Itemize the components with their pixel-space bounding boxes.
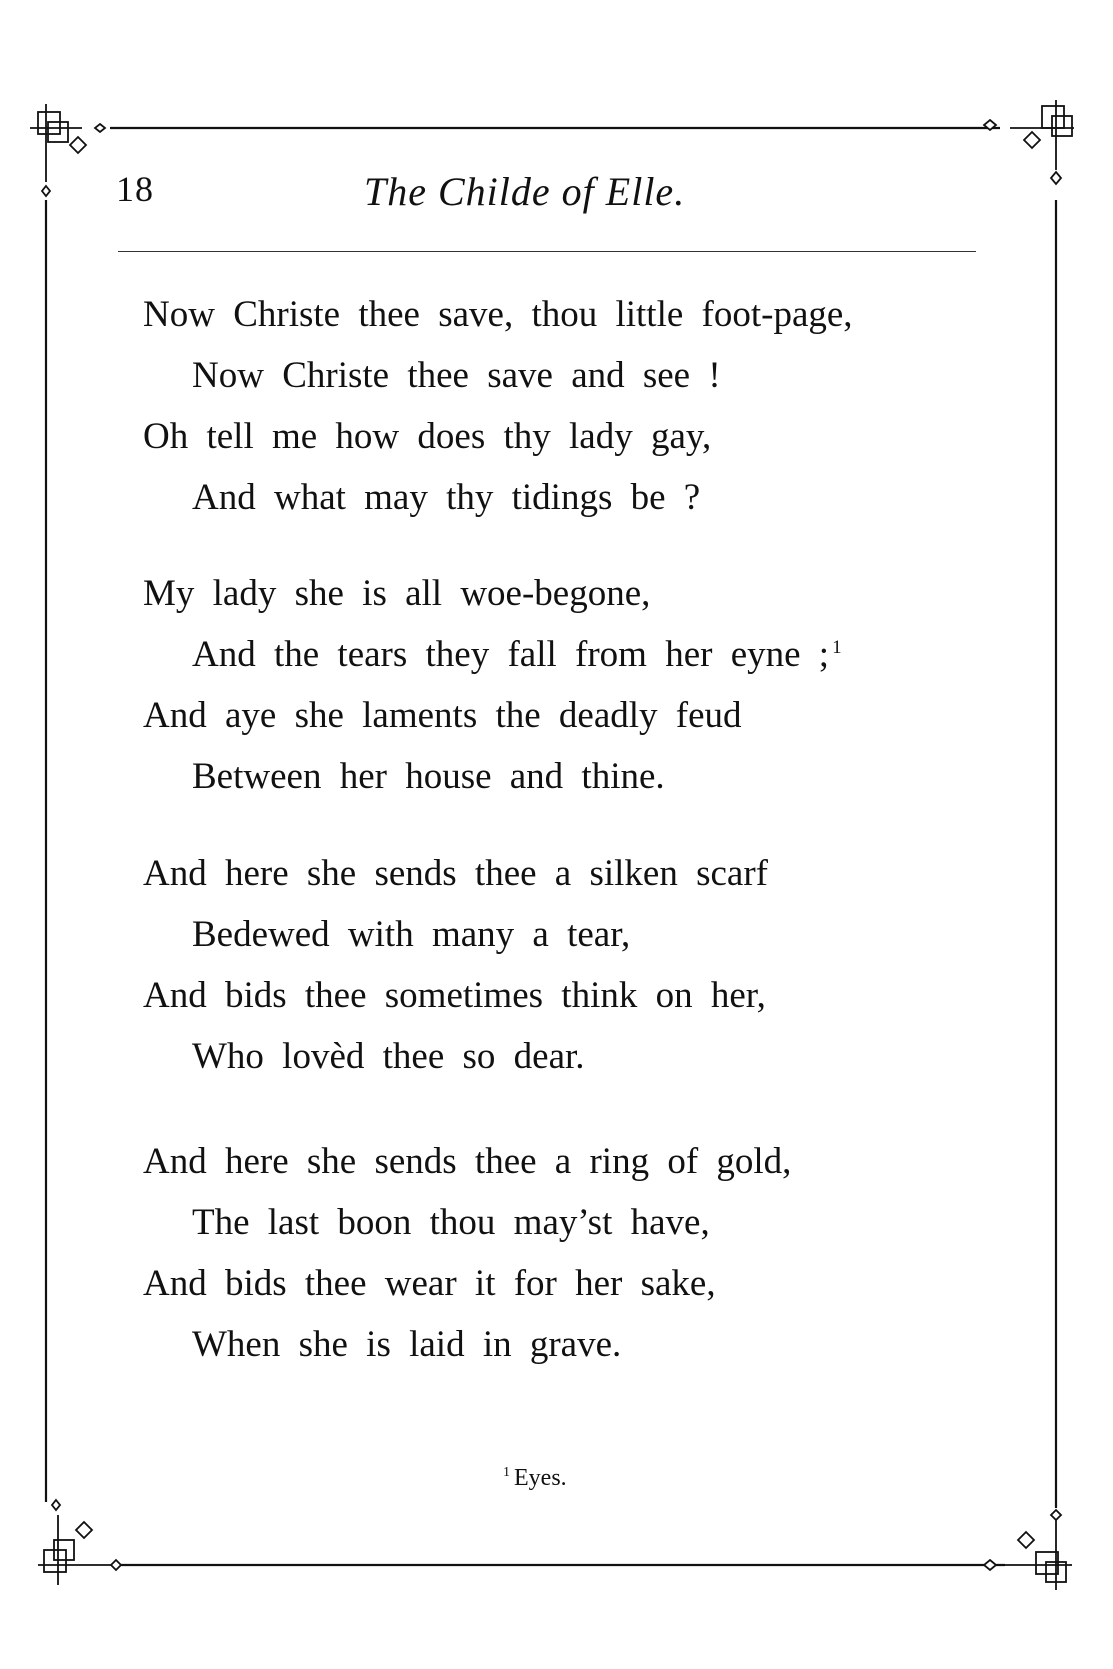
footnote-number: 1 xyxy=(503,1465,510,1480)
poem-line: Now Christe thee save, thou little foot-page, xyxy=(143,294,853,335)
footnote xyxy=(503,1465,567,1492)
poem-line: Now Christe thee save and see ! xyxy=(192,355,721,396)
poem-line: And bids thee wear it for her sake, xyxy=(143,1263,716,1304)
poem-line: Who lovèd thee so dear. xyxy=(192,1036,585,1077)
poem-line-with-footnote xyxy=(192,636,842,673)
corner-ornament-top-right xyxy=(984,100,1074,184)
corner-ornament-bottom-right xyxy=(984,1510,1072,1590)
poem-line: And what may thy tidings be ? xyxy=(192,477,701,518)
poem-line-text: And the tears they fall from her eyne ; xyxy=(192,634,830,675)
poem-line: And aye she laments the deadly feud xyxy=(143,695,742,736)
poem-line: Between her house and thine. xyxy=(192,756,665,797)
page-number: 18 xyxy=(116,169,154,209)
running-title: The Childe of Elle. xyxy=(364,169,686,214)
poem-line: Oh tell me how does thy lady gay, xyxy=(143,416,712,457)
poem-line: When she is laid in grave. xyxy=(192,1324,622,1365)
poem-line: And bids thee sometimes think on her, xyxy=(143,975,766,1016)
corner-ornament-top-left xyxy=(30,104,105,196)
poem-line: And here she sends thee a ring of gold, xyxy=(143,1141,792,1182)
corner-ornament-bottom-left xyxy=(38,1500,121,1585)
header-rule xyxy=(118,251,976,252)
poem-line: My lady she is all woe-begone, xyxy=(143,573,651,614)
footnote-text: Eyes. xyxy=(514,1465,567,1491)
footnote-marker: 1 xyxy=(832,636,842,658)
poem-line: The last boon thou may’st have, xyxy=(192,1202,710,1243)
poem-line: Bedewed with many a tear, xyxy=(192,914,631,955)
poem-line: And here she sends thee a silken scarf xyxy=(143,853,768,894)
